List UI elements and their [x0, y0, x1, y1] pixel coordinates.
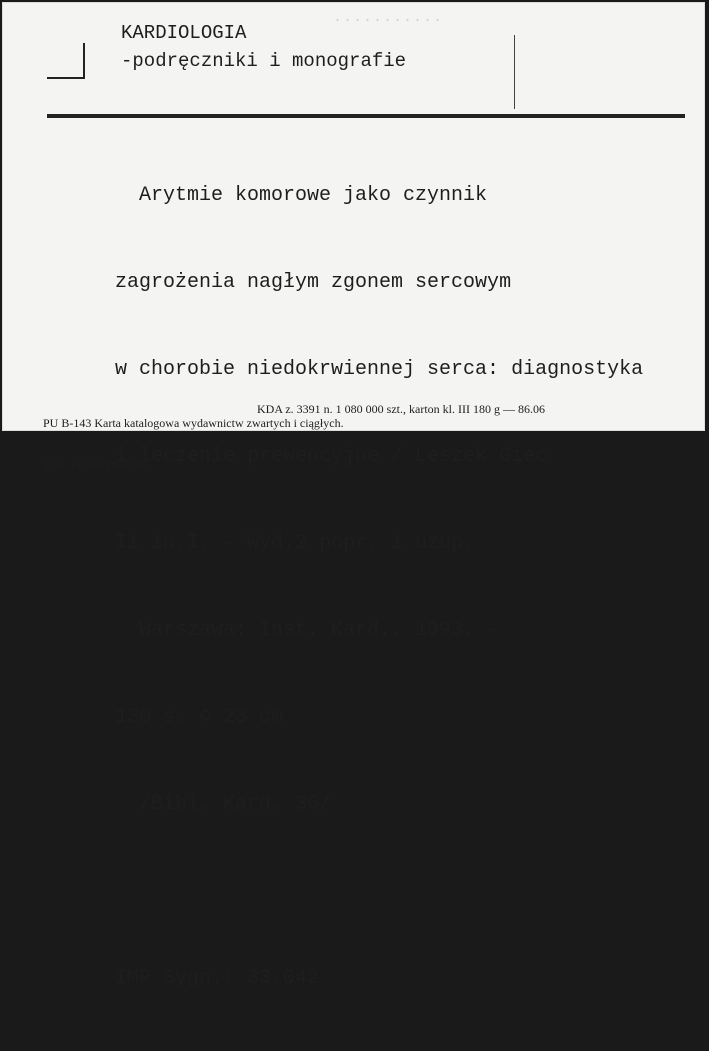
imprint-print-details: KDA z. 3391 n. 1 080 000 szt., karton kl. III 180 g — 86.06 [257, 402, 545, 416]
subject-heading: KARDIOLOGIA [121, 22, 247, 44]
call-number-line: IMP Sygn.: 33.042 [115, 967, 320, 990]
header-rule [47, 114, 685, 118]
subheading-dash: - [121, 50, 133, 72]
subject-subheading [121, 47, 406, 75]
imprint-order-number: Zam. nr 680/DW/ON [43, 458, 146, 472]
bibliographic-record [115, 123, 643, 1051]
record-line: w chorobie niedokrwiennej serca: diagnostyka [115, 358, 644, 381]
bleed-through-text: ........... [333, 9, 444, 26]
record-line: Warszawa: Inst. Kard., 1993. - [115, 619, 500, 642]
subheading-text: podręczniki i monografie [132, 50, 407, 72]
record-line: Ii in.I. - Wyd.2 popr. i uzup. [115, 532, 476, 555]
record-line: 130 s. ¢ 23 cm [115, 706, 284, 729]
catalog-card [2, 2, 705, 990]
corner-mark-horizontal [47, 77, 85, 79]
record-line: i leczenie prewencyjne / Leszek Giec [115, 445, 548, 468]
record-line: Arytmie komorowe jako czynnik [115, 184, 488, 207]
header-divider [514, 35, 515, 109]
imprint-line-1: PU B-143 Karta katalogowa wydawnictw zwartych i ciągłych. [43, 416, 344, 430]
record-line [115, 877, 643, 906]
record-line: zagrożenia nagłym zgonem sercowym [115, 271, 512, 294]
record-line: /Bibl. Kard. 36/ [115, 793, 332, 816]
card-imprint [43, 388, 545, 514]
corner-mark-vertical [83, 43, 85, 79]
